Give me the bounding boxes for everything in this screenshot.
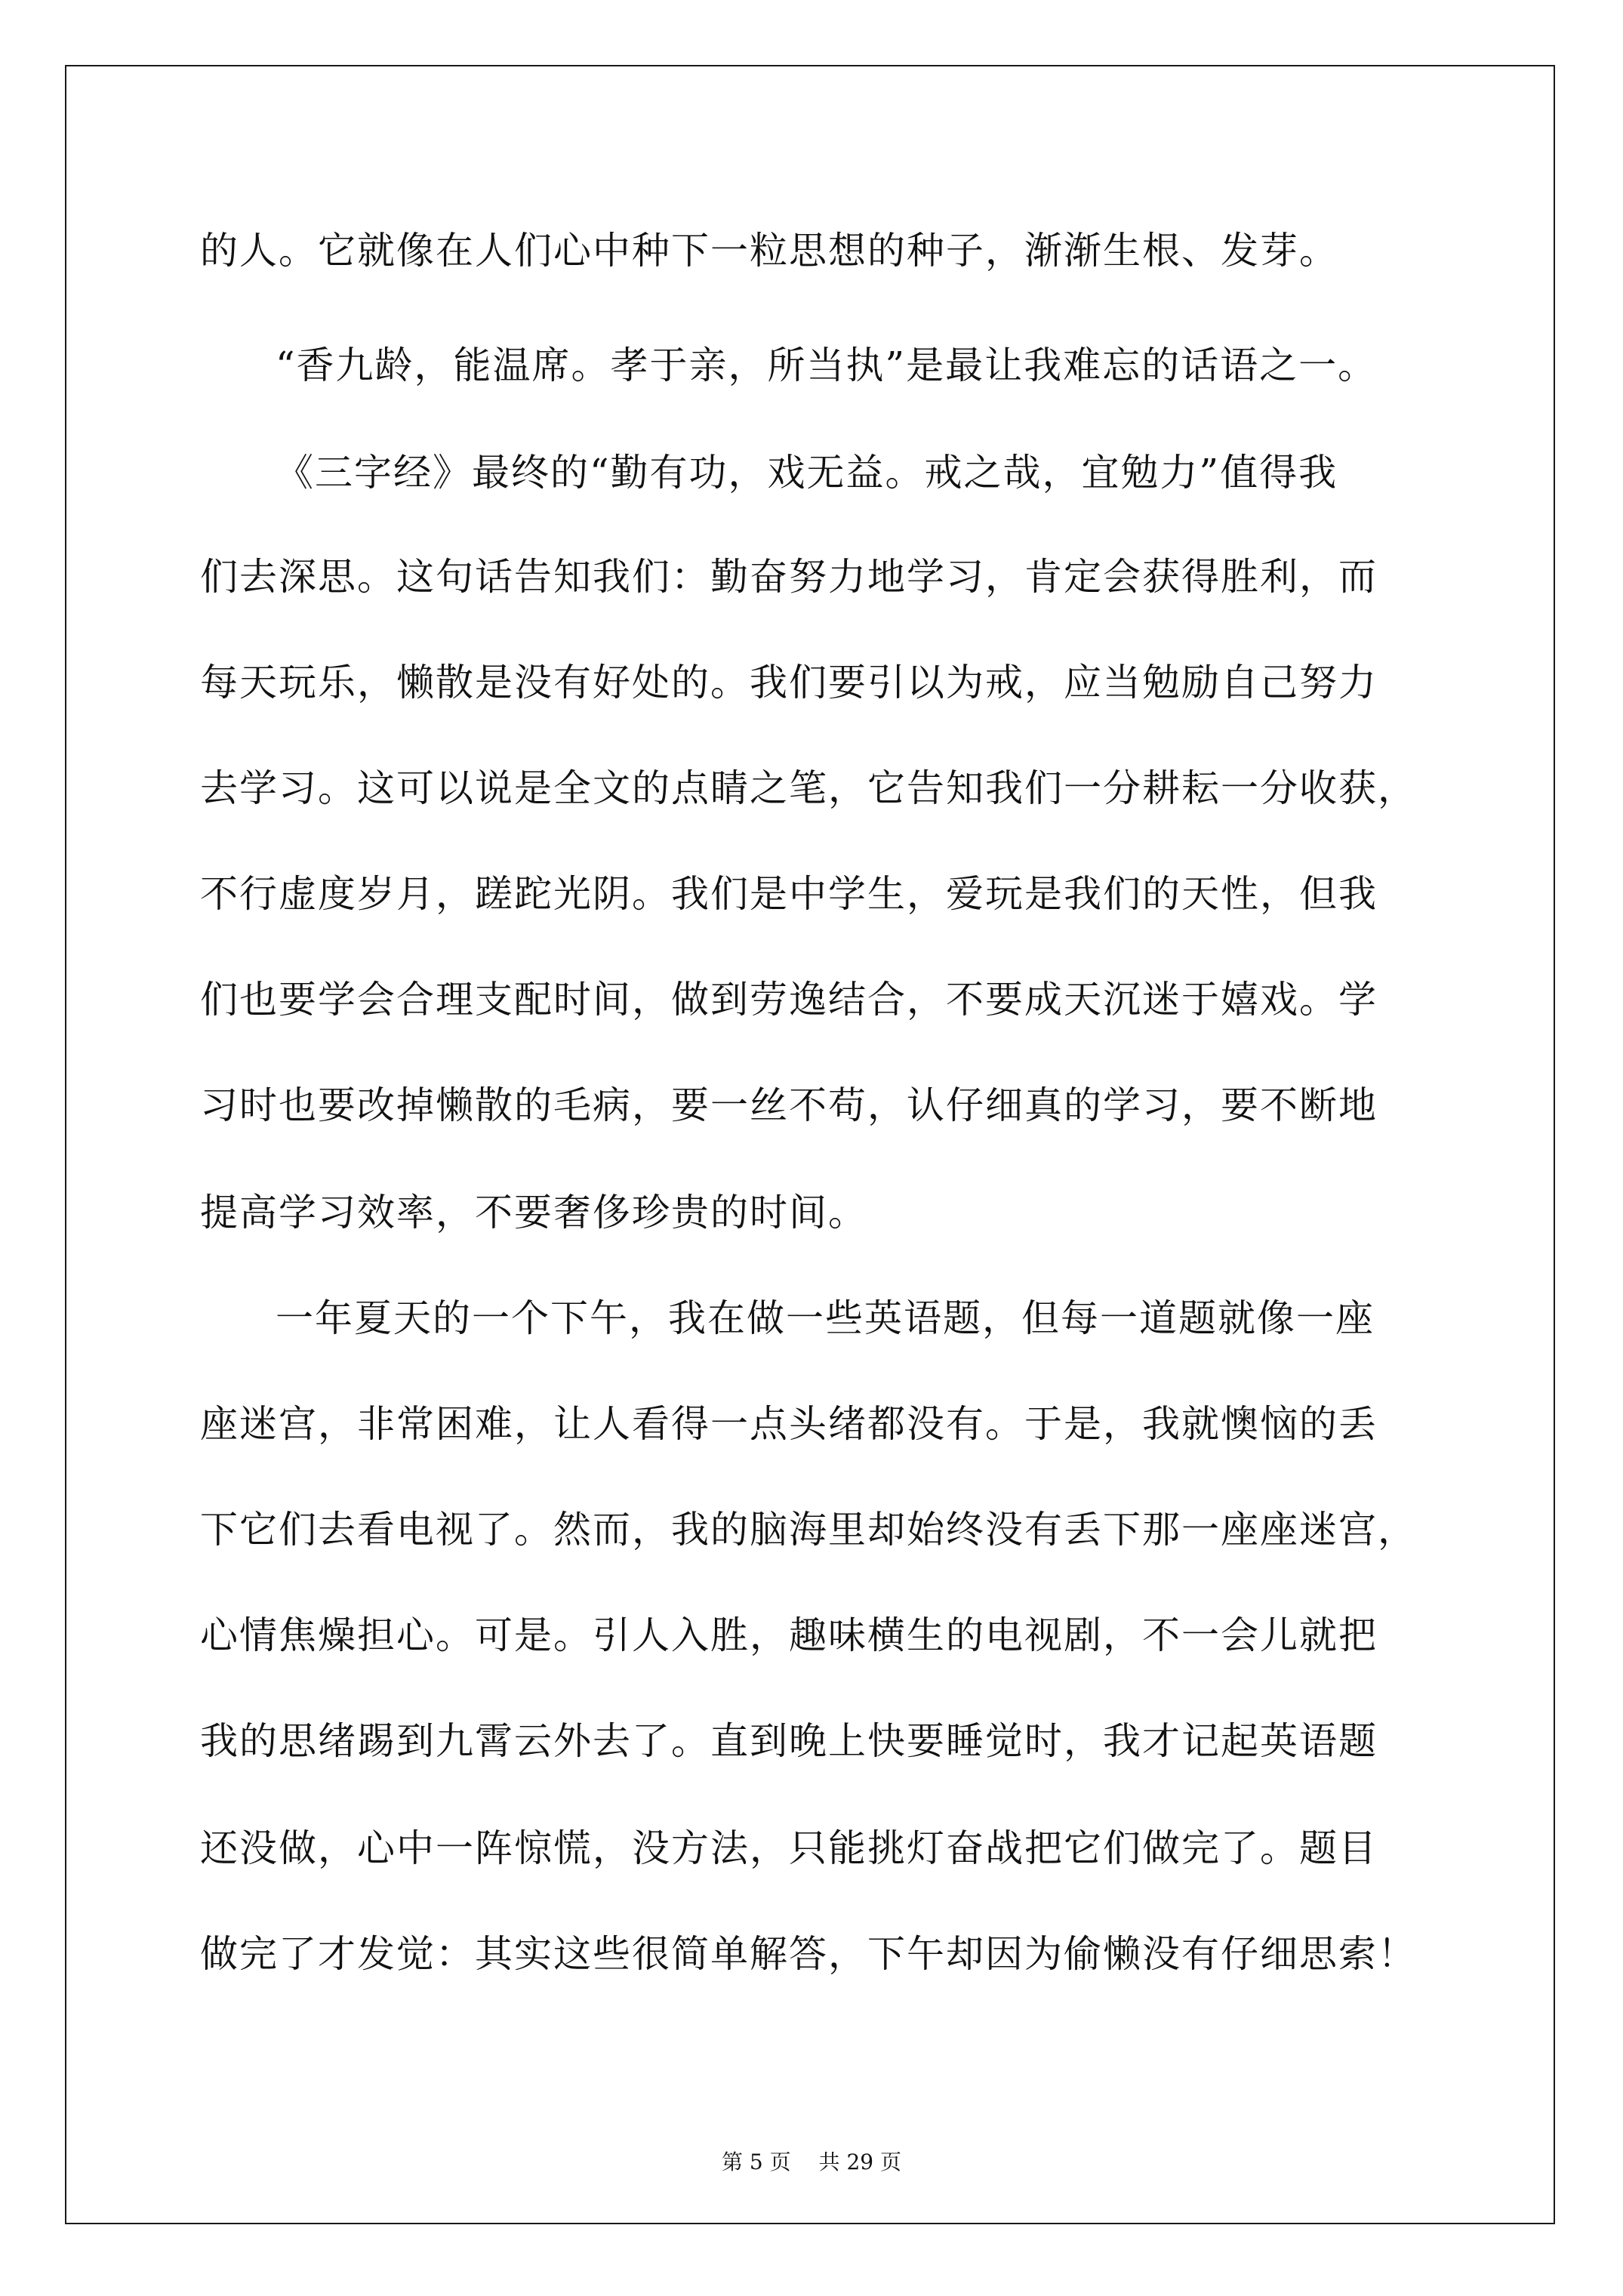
text-line-10: 提高学习效率，不要奢侈珍贵的时间。	[200, 1191, 867, 1234]
text-line-6: 去学习。这可以说是全文的点睛之笔，它告知我们一分耕耘一分收获，	[200, 766, 1417, 810]
text-line-1: 的人。它就像在人们心中种下一粒思想的种子，渐渐生根、发芽。	[200, 229, 1338, 273]
text-line-5: 每天玩乐，懒散是没有好处的。我们要引以为戒，应当勉励自己努力	[200, 661, 1378, 704]
text-line-8: 们也要学会合理支配时间，做到劳逸结合，不要成天沉迷于嬉戏。学	[200, 978, 1378, 1022]
text-line-12: 座迷宫，非常困难，让人看得一点头绪都没有。于是，我就懊恼的丢	[200, 1402, 1378, 1446]
page-number: 第 5 页	[722, 2150, 791, 2174]
page-footer	[0, 2150, 1623, 2175]
text-line-7: 不行虚度岁月，蹉跎光阴。我们是中学生，爱玩是我们的天性，但我	[200, 872, 1378, 916]
text-line-4: 们去深思。这句话告知我们：勤奋努力地学习，肯定会获得胜利，而	[200, 555, 1378, 599]
text-line-15: 我的思绪踢到九霄云外去了。直到晚上快要睡觉时，我才记起英语题	[200, 1719, 1378, 1763]
text-line-2: “香九龄，能温席。孝于亲，所当执”是最让我难忘的话语之一。	[276, 344, 1378, 387]
text-line-17: 做完了才发觉：其实这些很简单解答，下午却因为偷懒没有仔细思索！	[200, 1932, 1417, 1976]
page-border	[65, 65, 1555, 2224]
text-line-16: 还没做，心中一阵惊慌，没方法，只能挑灯奋战把它们做完了。题目	[200, 1826, 1378, 1870]
text-line-14: 心情焦燥担心。可是。引人入胜，趣味横生的电视剧，不一会儿就把	[200, 1613, 1378, 1657]
text-line-9: 习时也要改掉懒散的毛病，要一丝不苟，认仔细真的学习，要不断地	[200, 1083, 1378, 1127]
text-line-3: 《三字经》最终的“勤有功，戏无益。戒之哉，宜勉力”值得我	[276, 451, 1338, 495]
text-line-11: 一年夏天的一个下午，我在做一些英语题，但每一道题就像一座	[276, 1296, 1375, 1340]
page-total: 共 29 页	[818, 2150, 901, 2174]
text-line-13: 下它们去看电视了。然而，我的脑海里却始终没有丢下那一座座迷宫，	[200, 1508, 1417, 1552]
